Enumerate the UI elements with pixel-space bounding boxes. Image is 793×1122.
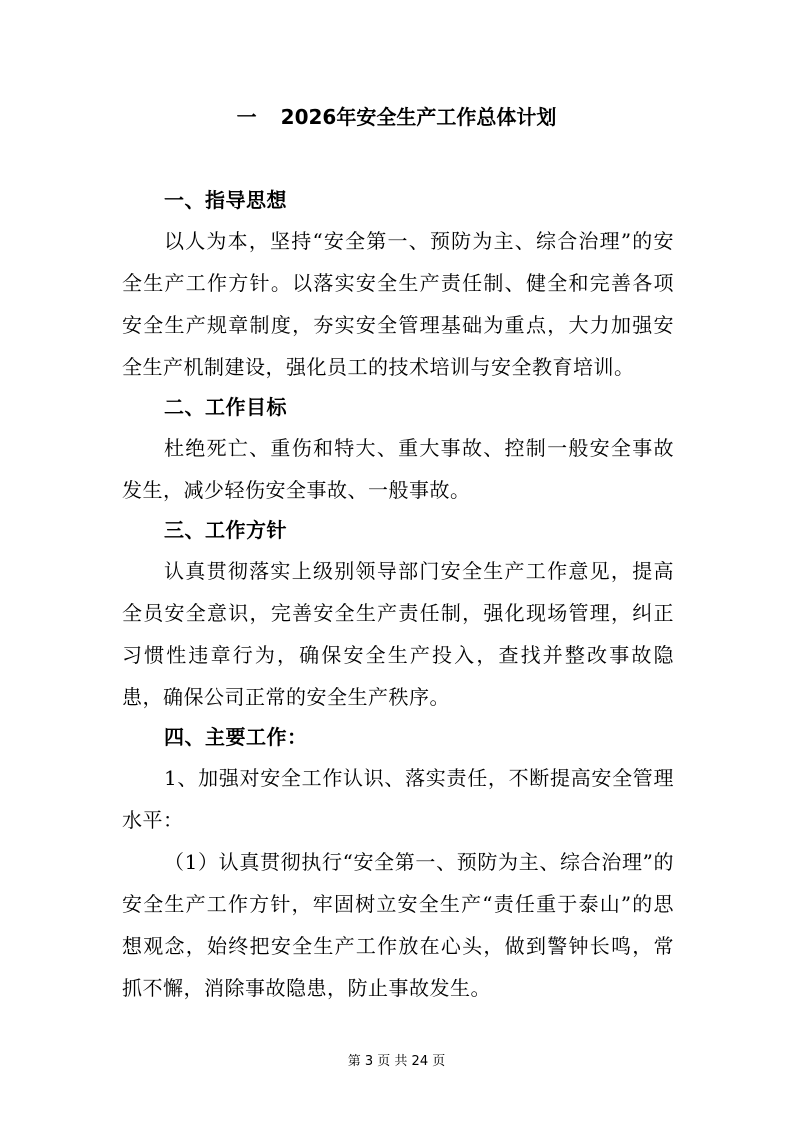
section-heading-work-policy: 三、工作方针 xyxy=(164,518,287,542)
page-number-footer: 第 3 页 共 24 页 xyxy=(347,1054,446,1069)
paragraph-main-work-item-1: 1、加强对安全工作认识、落实责任，不断提高安全管理水平： xyxy=(122,766,674,832)
document-body xyxy=(122,181,674,1009)
section-heading-work-goals: 二、工作目标 xyxy=(164,395,287,419)
title-text: 2026年安全生产工作总体计划 xyxy=(280,105,557,129)
document-title xyxy=(0,100,793,134)
paragraph-work-goals: 杜绝死亡、重伤和特大、重大事故、控制一般安全事故发生，减少轻伤安全事故、一般事故。 xyxy=(122,436,674,502)
section-heading-main-work: 四、主要工作： xyxy=(164,725,308,749)
section-heading-guiding-ideology: 一、指导思想 xyxy=(164,188,287,212)
paragraph-main-work-item-1-1: （1）认真贯彻执行“安全第一、预防为主、综合治理”的安全生产工作方针，牢固树立安全生产“责任重于泰山”的思想观念，始终把安全生产工作放在心头，做到警钟长鸣，常抓不懈，消除事故隐患，防止事故发生。 xyxy=(122,850,674,1000)
title-dash: 一 xyxy=(236,105,257,129)
paragraph-guiding-ideology: 以人为本，坚持“安全第一、预防为主、综合治理”的安全生产工作方针。以落实安全生产责任制、健全和完善各项安全生产规章制度，夯实安全管理基础为重点，大力加强安全生产机制建设，强化员工的技术培训与安全教育培训。 xyxy=(122,229,674,379)
paragraph-work-policy: 认真贯彻落实上级别领导部门安全生产工作意见，提高全员安全意识，完善安全生产责任制，强化现场管理，纠正习惯性违章行为，确保安全生产投入，查找并整改事故隐患，确保公司正常的安全生产秩序。 xyxy=(122,559,674,709)
